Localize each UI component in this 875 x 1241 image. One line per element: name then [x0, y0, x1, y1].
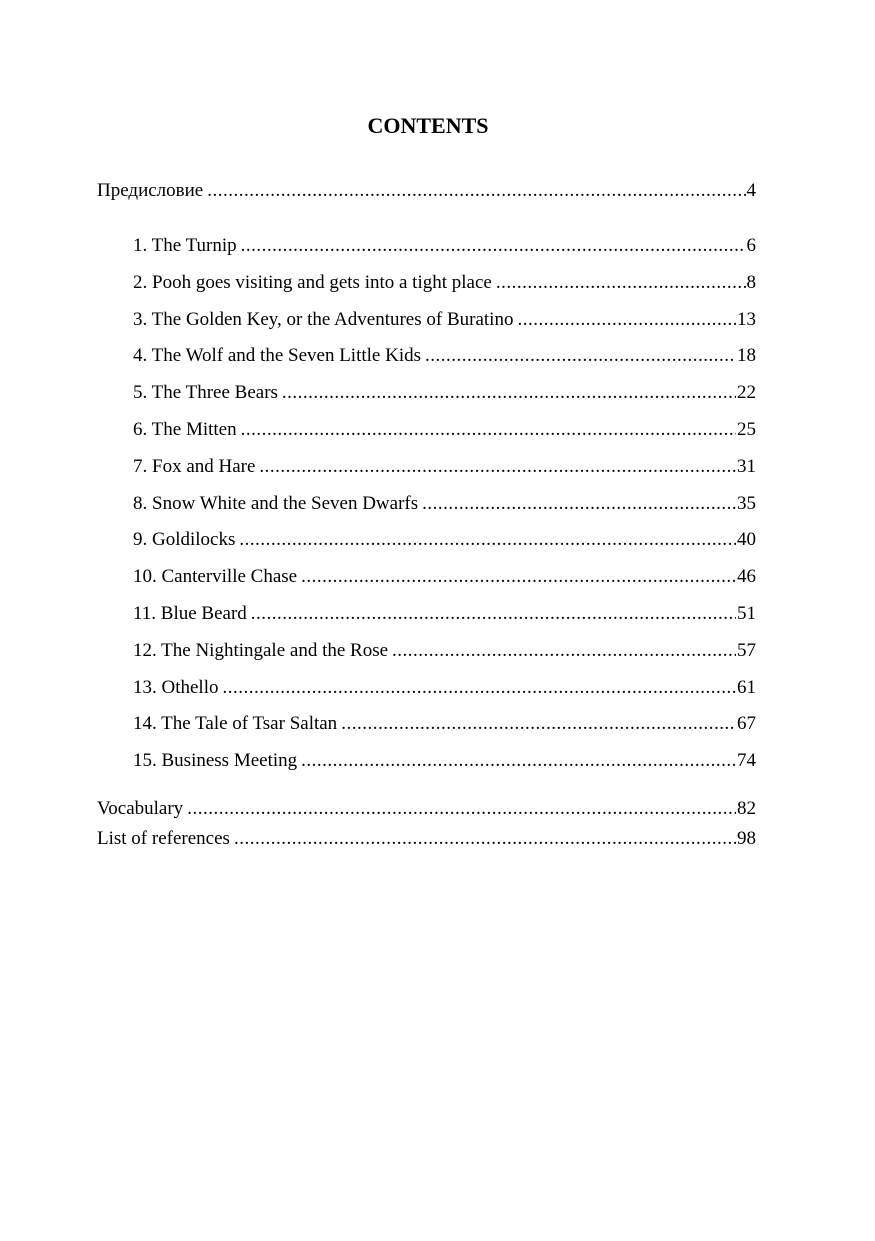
toc-entry-chapter-9 — [97, 522, 756, 559]
toc-entry-page: 22 — [737, 382, 756, 404]
toc-entry-title: 5. The Three Bears — [133, 382, 278, 404]
toc-leader-dots — [517, 302, 736, 339]
toc-entry-page: 8 — [746, 271, 756, 293]
toc-entry-chapter-5 — [97, 375, 756, 412]
toc-entry-preface — [97, 176, 756, 206]
toc-entry-page: 57 — [737, 639, 756, 661]
toc-entry-title: Предисловие — [97, 180, 204, 201]
toc-entry-page: 6 — [746, 235, 756, 256]
toc-leader-dots — [301, 559, 736, 596]
toc-entry-page: 35 — [737, 492, 756, 514]
toc-entry-chapter-11 — [97, 596, 756, 633]
toc-entry-page: 82 — [737, 797, 756, 819]
toc-leader-dots — [259, 449, 736, 486]
toc-leader-dots — [207, 176, 745, 206]
toc-entry-chapter-15 — [97, 743, 756, 780]
toc-entry-page: 74 — [737, 750, 756, 772]
toc-entry-page: 61 — [737, 676, 756, 698]
toc-entry-page: 25 — [737, 418, 756, 440]
toc-entry-chapter-7 — [97, 449, 756, 486]
toc-entry-title: 8. Snow White and the Seven Dwarfs — [133, 492, 419, 514]
toc-leader-dots — [422, 486, 736, 523]
toc-leader-dots — [239, 522, 736, 559]
toc-leader-dots — [425, 338, 736, 375]
toc-leader-dots — [496, 265, 746, 302]
toc-leader-dots — [251, 596, 736, 633]
toc-entry-page: 98 — [737, 827, 756, 849]
toc-leader-dots — [282, 375, 736, 412]
toc-entry-vocabulary — [97, 794, 756, 824]
toc-entry-chapter-3 — [97, 302, 756, 339]
toc-entry-title: 7. Fox and Hare — [133, 455, 256, 477]
toc-entry-title: List of references — [97, 827, 230, 849]
toc-leader-dots — [234, 824, 736, 854]
toc-entry-title: 13. Othello — [133, 676, 219, 698]
toc-leader-dots — [341, 706, 736, 743]
toc-entry-chapter-4 — [97, 338, 756, 375]
toc-entry-page: 18 — [737, 345, 756, 367]
toc-entry-title: 15. Business Meeting — [133, 750, 298, 772]
toc-leader-dots — [223, 670, 737, 707]
toc-entry-title: 9. Goldilocks — [133, 529, 236, 551]
toc-entry-title: 2. Pooh goes visiting and gets into a tight place — [133, 271, 492, 293]
toc-entry-title: 10. Canterville Chase — [133, 566, 298, 588]
page-title: CONTENTS — [367, 113, 489, 138]
toc-entry-page: 46 — [737, 566, 756, 588]
toc-entry-page: 4 — [746, 180, 756, 201]
toc-entry-chapter-12 — [97, 633, 756, 670]
toc-entry-chapter-10 — [97, 559, 756, 596]
table-of-contents — [97, 176, 756, 854]
toc-entry-title: 1. The Turnip — [133, 235, 237, 256]
toc-entry-title: 6. The Mitten — [133, 418, 237, 440]
toc-entry-title: 4. The Wolf and the Seven Little Kids — [133, 345, 421, 367]
toc-entry-title: 11. Blue Beard — [133, 602, 247, 624]
toc-entry-title: 14. The Tale of Tsar Saltan — [133, 713, 338, 735]
toc-entry-page: 51 — [737, 602, 756, 624]
toc-entry-page: 67 — [737, 713, 756, 735]
toc-entry-page: 40 — [737, 529, 756, 551]
toc-leader-dots — [301, 743, 736, 780]
toc-leader-dots — [392, 633, 736, 670]
toc-entry-chapter-14 — [97, 706, 756, 743]
toc-entry-chapter-2 — [97, 265, 756, 302]
toc-entry-title: Vocabulary — [97, 797, 184, 819]
toc-entry-chapter-8 — [97, 486, 756, 523]
toc-leader-dots — [187, 794, 736, 824]
toc-entry-title: 3. The Golden Key, or the Adventures of Buratino — [133, 308, 514, 330]
toc-entry-title: 12. The Nightingale and the Rose — [133, 639, 389, 661]
toc-entry-page: 13 — [737, 308, 756, 330]
toc-entry-references — [97, 824, 756, 854]
toc-entry-page: 31 — [737, 455, 756, 477]
toc-entry-chapter-1 — [97, 228, 756, 265]
toc-entry-chapter-13 — [97, 670, 756, 707]
toc-leader-dots — [241, 412, 736, 449]
toc-leader-dots — [241, 228, 746, 265]
toc-entry-chapter-6 — [97, 412, 756, 449]
